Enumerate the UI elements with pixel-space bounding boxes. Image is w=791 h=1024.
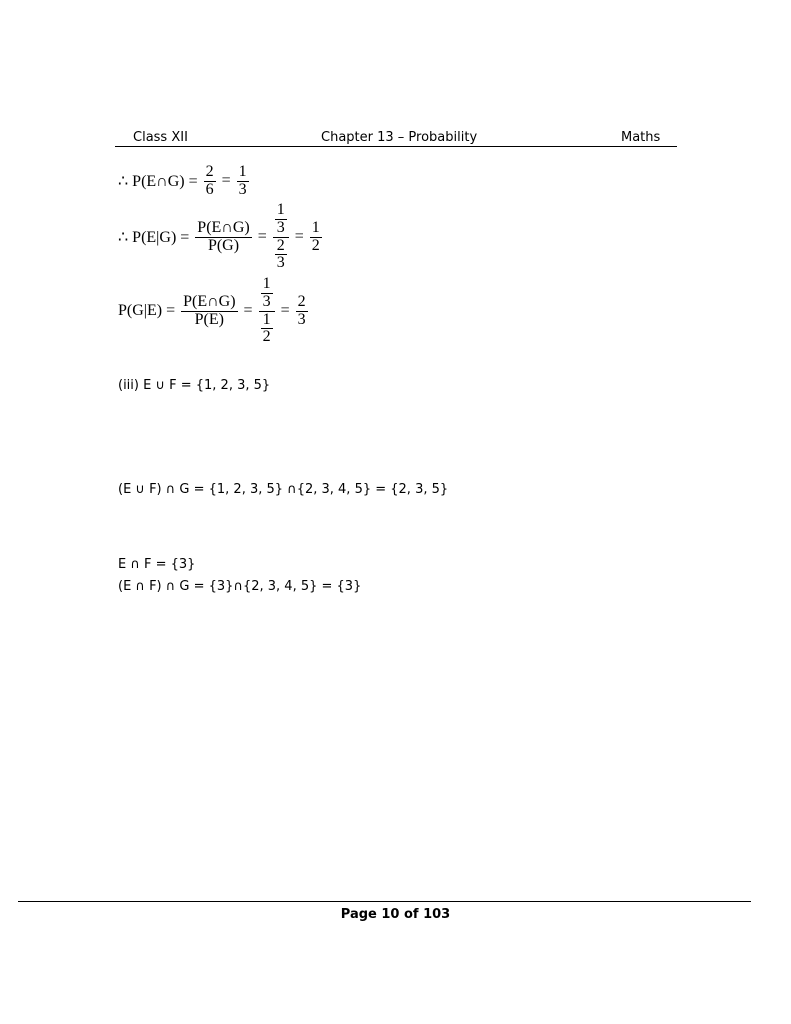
numerator: 2 (205, 163, 214, 180)
denominator: 3 (276, 254, 285, 272)
equals: = (290, 228, 308, 246)
header-divider (115, 146, 677, 147)
fraction (195, 220, 251, 255)
header-chapter: Chapter 13 – Probability (321, 130, 478, 145)
text-line: (iii) E ∪ F = {1, 2, 3, 5} (118, 378, 271, 393)
denominator: 3 (297, 310, 306, 328)
denominator (259, 312, 275, 347)
denominator: 2 (311, 236, 320, 254)
denominator: 3 (238, 180, 247, 198)
equation-p-g-given-e (118, 276, 310, 346)
denominator: 3 (276, 218, 285, 236)
fraction (204, 164, 216, 199)
equals: = (217, 172, 235, 190)
numerator: 1 (262, 310, 271, 328)
numerator: 1 (238, 163, 247, 180)
denominator: P(G) (207, 236, 240, 254)
header-subject: Maths (621, 130, 661, 145)
equation-p-e-given-g (118, 202, 324, 272)
equals: = (276, 302, 294, 320)
text-line: (E ∪ F) ∩ G = {1, 2, 3, 5} ∩{2, 3, 4, 5} = {2, 3, 5} (118, 482, 449, 497)
numerator: 2 (276, 236, 285, 254)
fraction (310, 220, 322, 255)
page-number: Page 10 of 103 (340, 907, 451, 922)
equation-p-e-and-g (118, 164, 251, 199)
numerator (259, 276, 275, 312)
denominator: 6 (205, 180, 214, 198)
equals: = (239, 302, 257, 320)
footer-divider (18, 901, 751, 902)
text-line: E ∩ F = {3} (118, 557, 196, 572)
equals: = (253, 228, 271, 246)
header-class: Class XII (133, 130, 188, 145)
denominator: P(E) (194, 310, 224, 328)
text-line: (E ∩ F) ∩ G = {3}∩{2, 3, 4, 5} = {3} (118, 579, 362, 594)
eq-lhs: ∴ P(E∩G) = (118, 173, 202, 191)
numerator: 2 (297, 292, 306, 310)
fraction (296, 294, 308, 329)
denominator: 2 (262, 328, 271, 346)
numerator (273, 202, 289, 238)
denominator: 3 (262, 292, 271, 310)
numerator: 1 (311, 218, 320, 236)
numerator: P(E∩G) (197, 218, 250, 236)
fraction (237, 164, 249, 199)
compound-fraction (273, 202, 289, 272)
numerator: 1 (262, 275, 271, 292)
fraction (181, 294, 237, 329)
eq-lhs: P(G|E) = (118, 302, 180, 320)
eq-lhs: ∴ P(E|G) = (118, 229, 194, 247)
numerator: P(E∩G) (183, 292, 236, 310)
compound-fraction (259, 276, 275, 346)
numerator: 1 (276, 201, 285, 218)
denominator (273, 238, 289, 273)
